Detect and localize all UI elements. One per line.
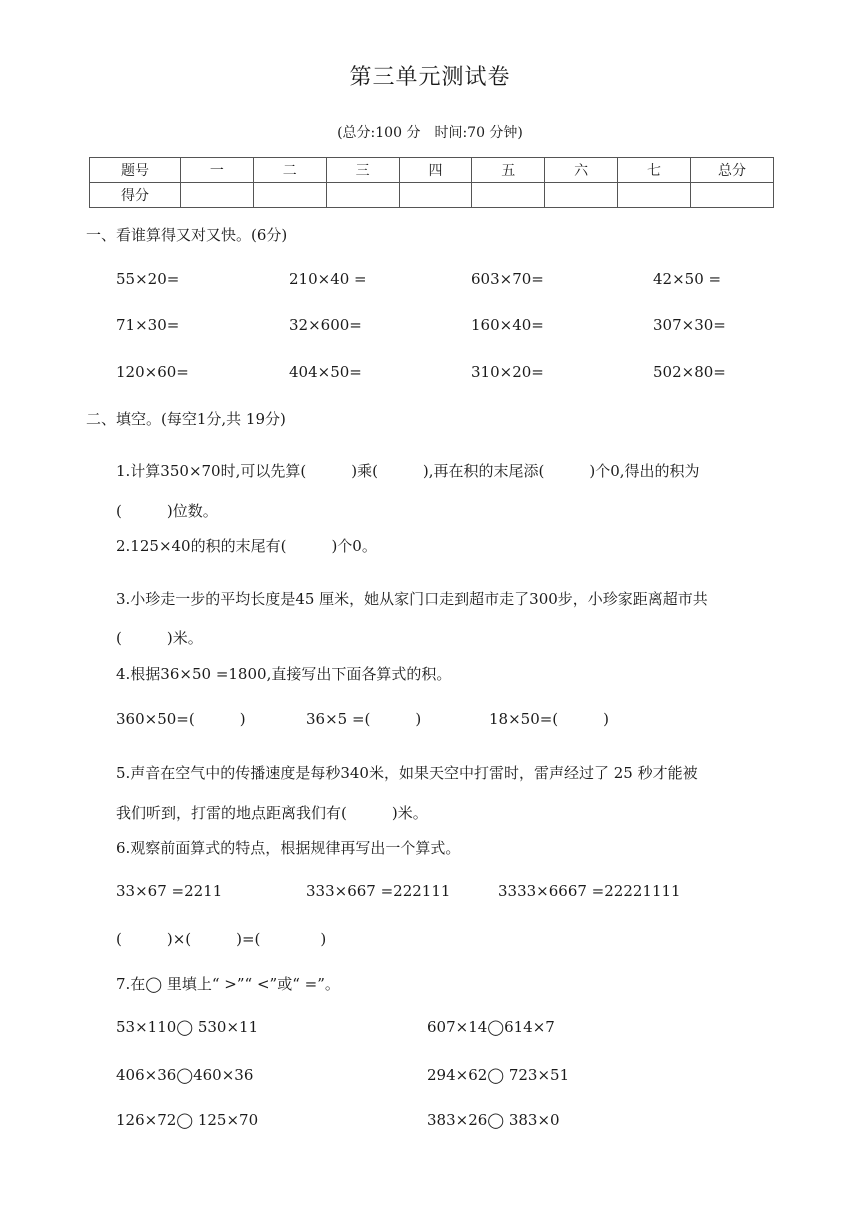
- calc-item: 310×20=: [471, 363, 544, 381]
- calc-item: 502×80=: [653, 363, 726, 381]
- score-cell[interactable]: [253, 183, 326, 208]
- header-cell: 题号: [90, 158, 181, 183]
- section1-heading: 一、看谁算得又对又快。(6分): [86, 226, 288, 244]
- calc-item: 307×30=: [653, 316, 726, 334]
- question-5-line2: 我们听到，打雷的地点距离我们有( )米。: [116, 804, 428, 822]
- score-cell[interactable]: [181, 183, 254, 208]
- score-cell[interactable]: [691, 183, 774, 208]
- question-1-line2: ( )位数。: [116, 502, 218, 520]
- calc-item: 71×30=: [116, 316, 180, 334]
- q6-answer-blank: ( )×( )=( ): [116, 930, 327, 948]
- compare-item: 383×26◯ 383×0: [427, 1111, 560, 1129]
- page-title: 第三单元测试卷: [349, 65, 511, 90]
- header-cell: 二: [253, 158, 326, 183]
- calc-item: 32×600=: [289, 316, 362, 334]
- score-cell[interactable]: [326, 183, 399, 208]
- section2-heading: 二、填空。(每空1分,共 19分): [86, 410, 286, 428]
- question-2: 2.125×40的积的末尾有( )个0。: [116, 537, 377, 555]
- q4-item: 360×50=( ): [116, 710, 246, 728]
- question-5-line1: 5.声音在空气中的传播速度是每秒340米，如果天空中打雷时，雷声经过了 25 秒才能被: [116, 764, 698, 782]
- q4-item: 36×5 =( ): [306, 710, 422, 728]
- calc-item: 55×20=: [116, 270, 180, 288]
- header-cell: 总分: [691, 158, 774, 183]
- question-1-line1: 1.计算350×70时,可以先算( )乘( ),再在积的末尾添( )个0,得出的积为: [116, 462, 700, 480]
- question-7: 7.在◯ 里填上“ >”“ <”或“ =”。: [116, 975, 340, 993]
- calc-item: 120×60=: [116, 363, 189, 381]
- q6-item: 333×667 =222111: [306, 882, 451, 900]
- calc-item: 160×40=: [471, 316, 544, 334]
- score-row-label: 得分: [90, 183, 181, 208]
- header-cell: 四: [399, 158, 472, 183]
- score-cell[interactable]: [618, 183, 691, 208]
- question-3-line1: 3.小珍走一步的平均长度是45 厘米，她从家门口走到超市走了300步，小珍家距离超市共: [116, 590, 708, 608]
- compare-item: 53×110◯ 530×11: [116, 1018, 259, 1036]
- header-cell: 五: [472, 158, 545, 183]
- q4-item: 18×50=( ): [489, 710, 610, 728]
- exam-info: (总分:100 分 时间:70 分钟): [337, 125, 523, 141]
- calc-item: 42×50 =: [653, 270, 722, 288]
- q6-item: 3333×6667 =22221111: [498, 882, 681, 900]
- q6-item: 33×67 =2211: [116, 882, 223, 900]
- header-cell: 三: [326, 158, 399, 183]
- header-cell: 六: [545, 158, 618, 183]
- score-table-header-row: [90, 158, 774, 183]
- compare-item: 126×72◯ 125×70: [116, 1111, 259, 1129]
- header-cell: 七: [618, 158, 691, 183]
- question-6: 6.观察前面算式的特点，根据规律再写出一个算式。: [116, 839, 461, 857]
- header-cell: 一: [181, 158, 254, 183]
- compare-item: 607×14◯614×7: [427, 1018, 555, 1036]
- question-3-line2: ( )米。: [116, 629, 203, 647]
- score-table-score-row: [90, 183, 774, 208]
- compare-item: 406×36◯460×36: [116, 1066, 254, 1084]
- calc-item: 210×40 =: [289, 270, 367, 288]
- question-4: 4.根据36×50 =1800,直接写出下面各算式的积。: [116, 665, 452, 683]
- calc-item: 603×70=: [471, 270, 544, 288]
- compare-item: 294×62◯ 723×51: [427, 1066, 570, 1084]
- calc-item: 404×50=: [289, 363, 362, 381]
- score-table: [89, 157, 774, 208]
- score-cell[interactable]: [472, 183, 545, 208]
- score-cell[interactable]: [399, 183, 472, 208]
- score-cell[interactable]: [545, 183, 618, 208]
